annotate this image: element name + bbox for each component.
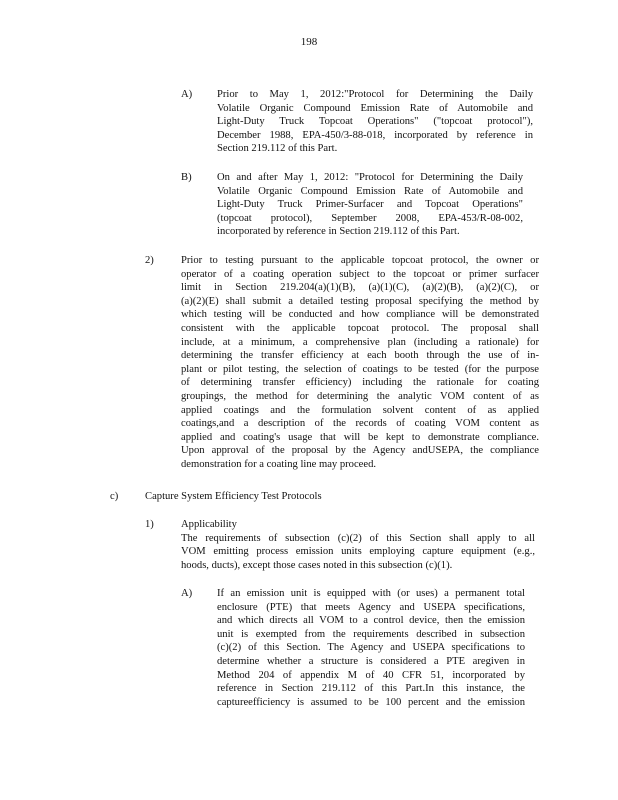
item-a1-line: Light-Duty Truck Topcoat Operations" ("topcoat protocol"), (217, 116, 533, 128)
item-2-line: Prior to testing pursuant to the applicable topcoat protocol, the owner or (181, 255, 539, 266)
item-a2-line: (c)(2) of this Section. The Agency and USEPA specifications to (217, 642, 525, 654)
subsection-heading: Applicability (181, 519, 237, 530)
item-a2-line: unit is exempted from the requirements described in subsection (217, 628, 525, 640)
item-2-line: applied coatings and the formulation solvent content of as applied (181, 404, 539, 416)
item-2-line: applied and coating's usage that will be kept to demonstrate compliance. (181, 431, 539, 443)
item-c1-line: hoods, ducts), except those cases noted in this subsection (c)(1). (181, 559, 453, 571)
item-2-line: groupings, the method for determining the analytic VOM content of as (181, 390, 539, 402)
item-b1-text (217, 171, 523, 239)
item-c1-line: VOM emitting process emission units employing capture equipment (e.g., (181, 546, 535, 558)
item-a2-line: reference in Section 219.112 of this Part.In this instance, the (217, 683, 525, 695)
item-2-line: which testing will be conducted and how compliance will be demonstrated (181, 309, 539, 321)
item-2-line: demonstration for a coating line may proceed. (181, 458, 377, 470)
item-2-line: determining the transfer efficiency at each booth through the use of in- (181, 350, 539, 362)
item-b1-line: On and after May 1, 2012: "Protocol for Determining the Daily (217, 172, 523, 183)
item-b1-label: B) (181, 172, 192, 183)
item-a2-line: and which directs all VOM to a control device, then the emission (217, 615, 525, 627)
item-2-line: operator of a coating operation subject to the topcoat or primer surfacer (181, 268, 539, 280)
item-a1-line: Volatile Organic Compound Emission Rate of Automobile and (217, 102, 533, 114)
item-a1-line: December 1988, EPA-450/3-88-018, incorporated by reference in (217, 129, 533, 141)
item-b1-line: incorporated by reference in Section 219.112 of this Part. (217, 226, 460, 238)
item-2-label: 2) (145, 255, 154, 266)
item-a2-line: captureefficiency is assumed to be 100 percent and the emission (217, 696, 525, 708)
item-2-line: coatings,and a description of the records of coating VOM content as (181, 418, 539, 430)
item-a2-text (217, 587, 525, 709)
item-c-heading (145, 490, 505, 504)
item-2-text (181, 254, 539, 472)
section-heading: Capture System Efficiency Test Protocols (145, 491, 322, 502)
item-a2-line: enclosure (PTE) that meets Agency and USEPA specifications, (217, 601, 525, 613)
item-a1-label: A) (181, 89, 193, 100)
item-2-line: consistent with the applicable topcoat protocol. The proposal shall (181, 322, 539, 334)
item-b1-line: Volatile Organic Compound Emission Rate of Automobile and (217, 185, 523, 197)
item-a1-text (217, 88, 533, 156)
item-c1-label: 1) (145, 519, 154, 530)
item-a2-label: A) (181, 588, 193, 599)
page-number: 198 (300, 36, 318, 48)
item-2-line: plant or pilot testing, the selection of coatings to be tested (for the purpose (181, 363, 539, 375)
item-c1-line: The requirements of subsection (c)(2) of this Section shall apply to all (181, 532, 535, 544)
item-2-line: Upon approval of the proposal by the Agency andUSEPA, the compliance (181, 445, 539, 457)
item-b1-line: (topcoat protocol), September 2008, EPA-453/R-08-002, (217, 212, 523, 224)
item-a2-line: If an emission unit is equipped with (or uses) a permanent total (217, 588, 525, 599)
item-2-line: (a)(2)(E) shall submit a detailed testing proposal specifying the method by (181, 295, 539, 307)
item-c1-heading (181, 518, 541, 532)
item-a2-line: determine whether a structure is considered a PTE aregiven in (217, 655, 525, 667)
item-a1-line: Prior to May 1, 2012:"Protocol for Determining the Daily (217, 89, 533, 100)
item-a2-line: Method 204 of appendix M of 40 CFR 51, incorporated by (217, 669, 525, 681)
item-2-line: of determining transfer efficiency) including the rationale for coating (181, 377, 539, 389)
item-2-line: include, at a minimum, a comprehensive plan (including a rationale) for (181, 336, 539, 348)
item-b1-line: Light-Duty Truck Primer-Surfacer and Topcoat Operations" (217, 199, 523, 211)
item-2-line: limit in Section 219.204(a)(1)(B), (a)(1)(C), (a)(2)(B), (a)(2)(C), or (181, 282, 539, 294)
item-c1-text (181, 532, 535, 573)
item-a1-line: Section 219.112 of this Part. (217, 143, 338, 155)
item-c-label: c) (110, 491, 119, 502)
